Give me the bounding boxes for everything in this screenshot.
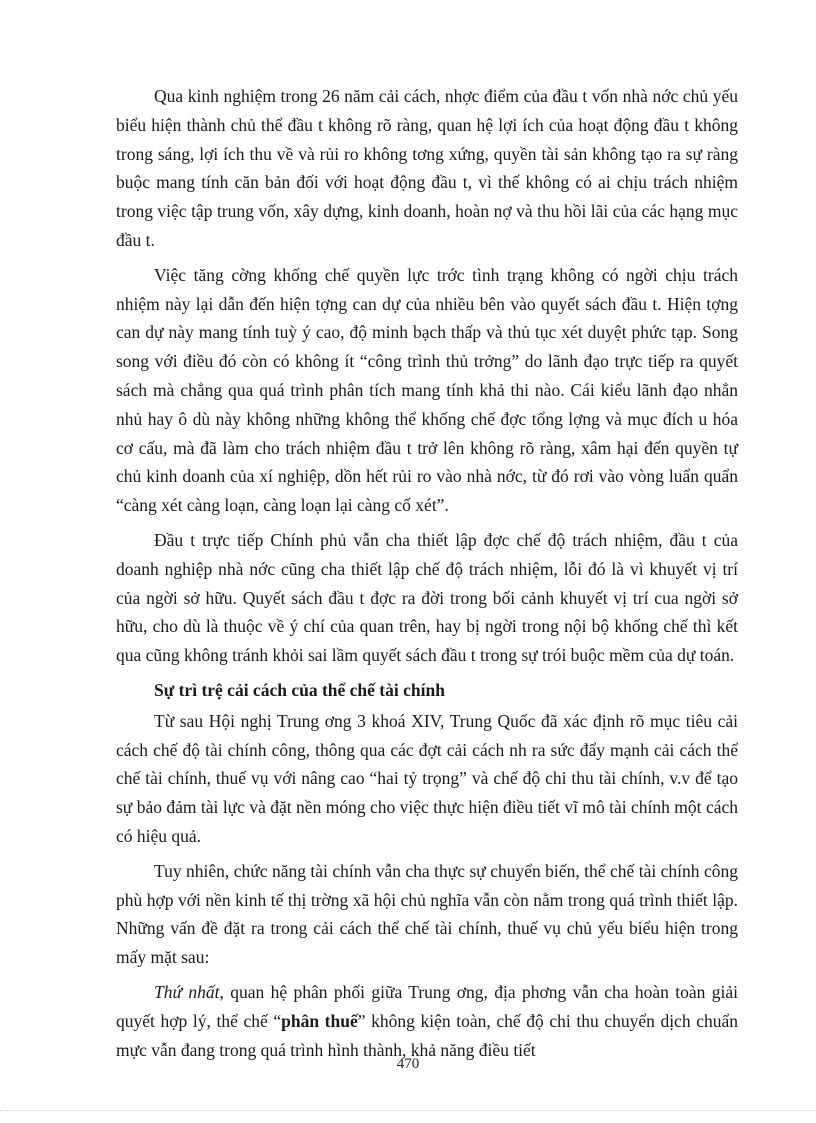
paragraph: Đầu t trực tiếp Chính phủ vẫn cha thiết lập đợc chế độ trách nhiệm, đầu t của doanh nghiệp nhà nớc cũng cha thiết lập chế độ trách nhiệm, lỗi đó là vì khuyết vị trí của ngời sở hữu. Quyết sách đầu t đợc ra đời trong bối cảnh khuyết vị trí cua ngời sở hữu, cho dù là thuộc về ý chí của quan trên, hay bị ngời trong nội bộ khống chế thì kết qua cũng không tránh khỏi sai lầm quyết sách đầu t trong sự trói buộc mềm của dự toán. [116, 529, 738, 666]
paragraph: Việc tăng cờng khống chế quyền lực trớc tình trạng không có ngời chịu trách nhiệm này lại dẫn đến hiện tợng can dự của nhiều bên vào quyết sách đầu t. Hiện tợng can dự này mang tính tuỳ ý cao, độ minh bạch thấp và thủ tục xét duyệt phức tạp. Song song với điều đó còn có không ít “công trình thủ trởng” do lãnh đạo trực tiếp ra quyết sách mà chẳng qua quá trình phân tích mang tính khả thi nào. Cái kiểu lãnh đạo nhắn nhủ hay ô dù này không những không thể khống chế đợc tổng lợng và mục đích u hóa cơ cấu, mà đã làm cho trách nhiệm đầu t trở lên không rõ ràng, xâm hại đến quyền tự chủ kinh doanh của xí nghiệp, dồn hết rủi ro vào nhà nớc, từ đó rơi vào vòng luẩn quẩn “càng xét càng loạn, càng loạn lại càng cố xét”. [116, 264, 738, 516]
paragraph: Tuy nhiên, chức năng tài chính vẫn cha thực sự chuyển biến, thể chế tài chính công phù hợp với nền kinh tế thị trờng xã hội chủ nghĩa vẫn còn nằm trong quá trình thiết lập. Những vấn đề đặt ra trong cải cách thể chế tài chính, thuế vụ chủ yếu biểu hiện trong mấy mặt sau: [116, 860, 738, 968]
text-run: ” không kiện toàn, chế độ chi thu chuyển dịch chuẩn mực vẫn đang trong quá trình hình thành, khả năng điều tiết [116, 1010, 738, 1060]
text-run: , quan hệ phân phối giữa Trung ơng, địa phơng vẫn cha hoàn toàn giải quyết hợp lý, thể chế “ [116, 981, 738, 1031]
page-number: 470 [396, 1056, 420, 1072]
paragraph [116, 978, 738, 1064]
body-text [116, 82, 738, 1070]
paragraph: Qua kinh nghiệm trong 26 năm cải cách, nhợc điểm của đầu t vốn nhà nớc chủ yếu biểu hiện thành chủ thể đầu t không rõ ràng, quan hệ lợi ích của hoạt động đầu t không trong sáng, lợi ích thu về và rủi ro không tơng xứng, quyền tài sản không tạo ra sự ràng buộc mang tính căn bản đối với hoạt động đầu t, vì thế không có ai chịu trách nhiệm trong việc tập trung vốn, xây dựng, kinh doanh, hoàn nợ và thu hồi lãi của các hạng mục đầu t. [116, 86, 738, 250]
italic-lead: Thứ nhất [154, 981, 220, 1002]
divider [0, 1110, 816, 1111]
paragraph: Từ sau Hội nghị Trung ơng 3 khoá XIV, Trung Quốc đã xác định rõ mục tiêu cải cách chế độ tài chính công, thông qua các đợt cải cách nh ra sức đẩy mạnh cải cách thể chế tài chính, thuế vụ với nâng cao “hai tỷ trọng” và chế độ chi thu tài chính, v.v để tạo sự bảo đảm tài lực và đặt nền móng cho việc thực hiện điều tiết vĩ mô tài chính một cách có hiệu quả. [116, 710, 738, 846]
section-heading: Sự trì trệ cải cách của thể chế tài chính [154, 679, 445, 700]
bold-term: phân thuế [281, 1010, 358, 1031]
